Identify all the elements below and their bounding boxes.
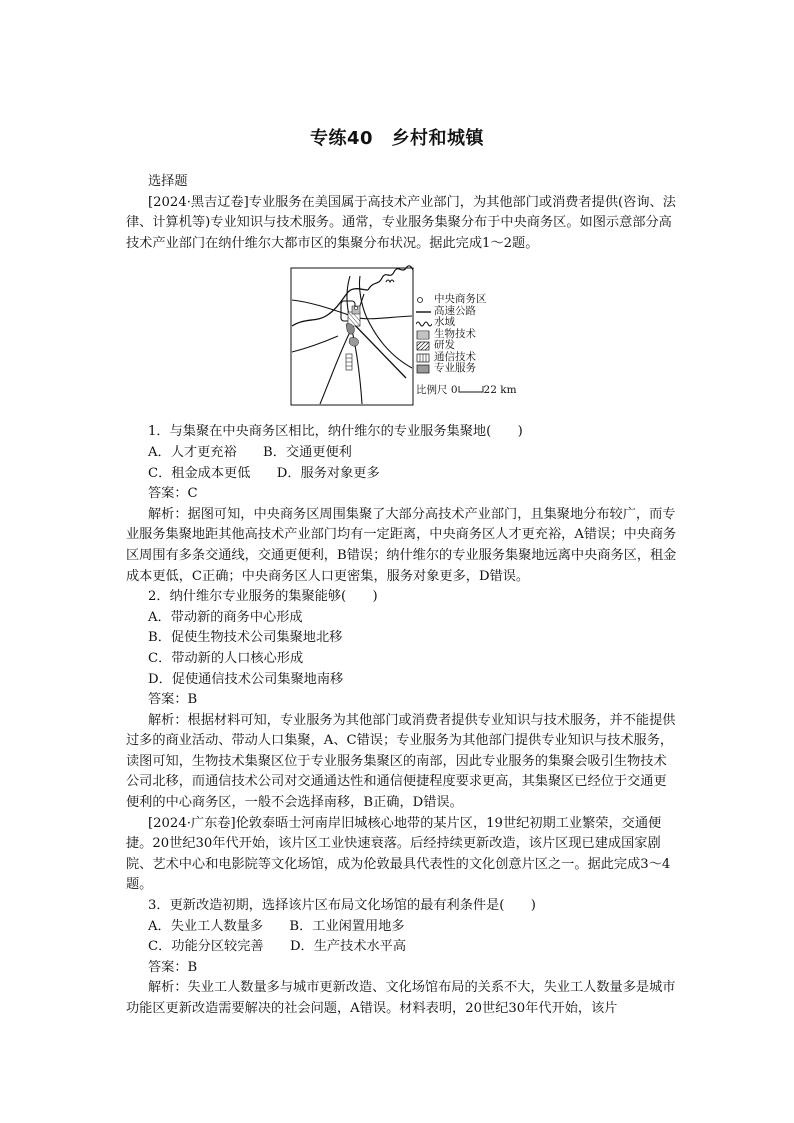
legend-item-biotech: 生物技术 bbox=[416, 329, 487, 341]
q1-options-cd: C．租金成本更低 D．服务对象更多 bbox=[148, 465, 380, 481]
q2-answer: 答案：B bbox=[148, 692, 198, 708]
q3-stem: 3．更新改造初期，选择该片区布局文化场馆的最有利条件是( ) bbox=[148, 898, 536, 914]
q1-answer: 答案：C bbox=[148, 486, 198, 502]
legend-item-rnd: 研发 bbox=[416, 340, 487, 352]
q1-analysis: 解析：据图可知，中央商务区周围集聚了大部分高技术产业部门，且集聚地分布较广，而专业服务集聚地距其他高技术产业部门均有一定距离，中央商务区人才更充裕，A错误；中央商务区周围有多条交通线，交通更便利，B错误；纳什维尔的专业服务集聚地远离中央商务区，租金成本更低，C正确；中央商务区人口更密集，服务对象更多，D错误。 bbox=[126, 506, 677, 584]
legend-item-highway: 高速公路 bbox=[416, 306, 487, 318]
map-legend bbox=[416, 294, 487, 375]
page-title: 专练40 乡村和城镇 bbox=[309, 128, 485, 149]
map-figure bbox=[290, 256, 414, 406]
q2-option-d: D．促使通信技术公司集聚地南移 bbox=[148, 671, 344, 687]
q1-stem: 1．与集聚在中央商务区相比，纳什维尔的专业服务集聚地( ) bbox=[148, 424, 523, 440]
q3-options-ab: A．失业工人数量多 B．工业闲置用地多 bbox=[148, 918, 405, 934]
q2-option-b: B．促使生物技术公司集聚地北移 bbox=[148, 630, 343, 646]
intro-2: [2024·广东卷]伦敦泰晤士河南岸旧城核心地带的某片区，19世纪初期工业繁荣，交通便捷。20世纪30年代开始，该片区工业快速衰落。后经持续更新改造，该片区现已建成国家剧院、艺术中心和电影院等文化场馆，成为伦敦最具代表性的文化创意片区之一。据此完成3～4题。 bbox=[126, 815, 671, 893]
professional-pattern-icon bbox=[416, 364, 432, 374]
figure bbox=[126, 256, 678, 416]
section-heading: 选择题 bbox=[148, 174, 188, 189]
legend-item-cbd: 中央商务区 bbox=[416, 294, 487, 306]
q3-options-cd: C．功能分区较完善 D．生产技术水平高 bbox=[148, 939, 407, 955]
telecom-pattern-icon bbox=[416, 353, 432, 363]
legend-item-water: 水域 bbox=[416, 317, 487, 329]
water-line-icon bbox=[416, 318, 432, 328]
q3-answer: 答案：B bbox=[148, 959, 198, 975]
q3-analysis: 解析：失业工人数量多与城市更新改造、文化场馆布局的关系不大，失业工人数量多是城市功能区更新改造需要解决的社会问题，A错误。材料表明，20世纪30年代开始，该片 bbox=[126, 980, 676, 1016]
scale-line-icon bbox=[458, 385, 484, 393]
scale-bar: 比例尺 0 22 km bbox=[416, 384, 517, 397]
legend-item-professional: 专业服务 bbox=[416, 363, 487, 375]
q2-stem: 2．纳什维尔专业服务的集聚能够( ) bbox=[148, 589, 378, 605]
q2-option-a: A．带动新的商务中心形成 bbox=[148, 609, 303, 625]
cbd-marker-icon bbox=[416, 295, 432, 305]
highway-line-icon bbox=[416, 307, 432, 317]
q2-option-c: C．带动新的人口核心形成 bbox=[148, 650, 304, 666]
intro-1: [2024·黑吉辽卷]专业服务在美国属于高技术产业部门，为其他部门或消费者提供(咨询、法律、计算机等)专业知识与技术服务。通常，专业服务集聚分布于中央商务区。如图示意部分高技术产业部门在纳什维尔大都市区的集聚分布状况。据此完成1～2题。 bbox=[126, 194, 676, 251]
q1-options-ab: A．人才更充裕 B．交通更便利 bbox=[148, 444, 352, 460]
q2-analysis: 解析：根据材料可知，专业服务为其他部门或消费者提供专业知识与技术服务，并不能提供过多的商业活动、带动人口集聚，A、C错误；专业服务为其他部门提供专业知识与技术服务，读图可知，生物技术集聚区位于专业服务集聚区的南部，因此专业服务的集聚会吸引生物技术公司北移，而通信技术公司对交通通达性和通信便捷程度要求更高，其集聚区已经位于交通更便利的中心商务区，一般不会选择南移，B正确，D错误。 bbox=[126, 712, 676, 811]
biotech-pattern-icon bbox=[416, 330, 432, 340]
legend-item-telecom: 通信技术 bbox=[416, 352, 487, 364]
content bbox=[126, 172, 678, 1020]
rnd-pattern-icon bbox=[416, 341, 432, 351]
